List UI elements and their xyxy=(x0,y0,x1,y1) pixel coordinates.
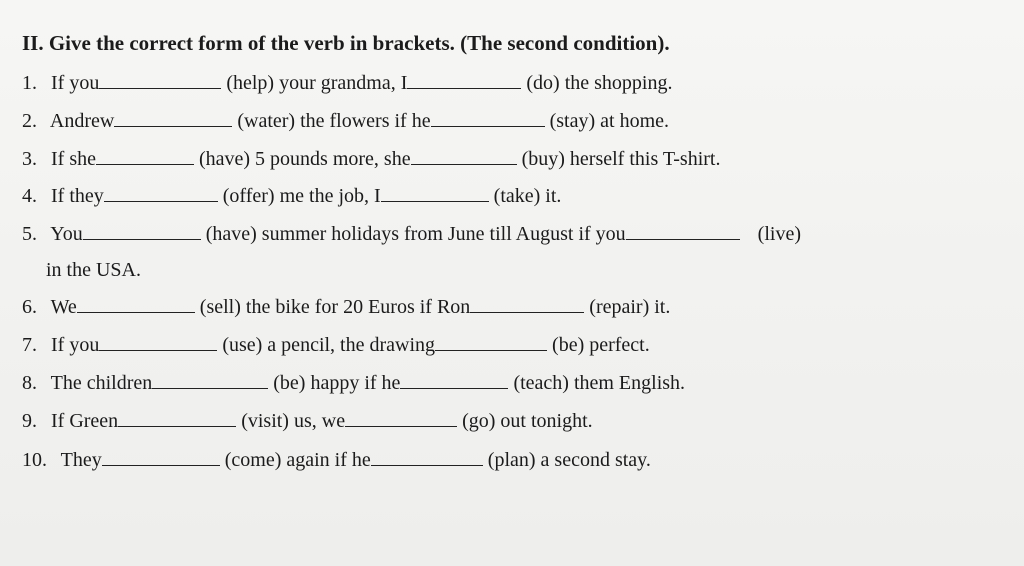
exercise-item-6 xyxy=(22,295,670,319)
answer-blank-1[interactable] xyxy=(77,296,195,313)
answer-blank-1[interactable] xyxy=(99,72,221,89)
item-number: 3. xyxy=(22,148,37,170)
item-text-middle: (use) a pencil, the drawing xyxy=(222,334,436,356)
item-text-start: If they xyxy=(51,185,104,207)
answer-blank-2[interactable] xyxy=(411,148,517,165)
item-text-start: If she xyxy=(51,148,96,170)
item-number: 6. xyxy=(22,296,37,318)
item-number: 1. xyxy=(22,72,37,94)
item-text-end: (go) out tonight. xyxy=(462,410,593,432)
item-text-start: The children xyxy=(50,372,153,394)
exercise-item-3 xyxy=(22,147,720,171)
item-text-start: They xyxy=(60,449,102,471)
item-text-middle: (offer) me the job, I xyxy=(222,185,381,207)
item-text-end: (buy) herself this T-shirt. xyxy=(521,148,721,170)
answer-blank-1[interactable] xyxy=(118,410,236,427)
item-text-end: (take) it. xyxy=(493,185,562,207)
answer-blank-1[interactable] xyxy=(114,110,232,127)
answer-blank-2[interactable] xyxy=(345,410,457,427)
answer-blank-1[interactable] xyxy=(96,148,194,165)
item-text-end: (stay) at home. xyxy=(549,110,669,132)
item-text-middle: (come) again if he xyxy=(224,449,371,471)
answer-blank-1[interactable] xyxy=(99,334,217,351)
item-text-end: (be) perfect. xyxy=(552,334,650,356)
answer-blank-1[interactable] xyxy=(102,449,220,466)
item-text-middle: (sell) the bike for 20 Euros if Ron xyxy=(199,296,471,318)
item-text-start: Andrew xyxy=(49,110,115,132)
exercise-item-10 xyxy=(22,448,651,472)
answer-blank-2[interactable] xyxy=(470,296,584,313)
answer-blank-1[interactable] xyxy=(104,185,218,202)
item-number: 5. xyxy=(22,223,37,245)
item-text-end: (do) the shopping. xyxy=(526,72,673,94)
item-text-start: You xyxy=(50,223,83,245)
item-text-start: If you xyxy=(51,334,100,356)
item-text-middle: (water) the flowers if he xyxy=(237,110,431,132)
answer-blank-2[interactable] xyxy=(407,72,521,89)
item-text-end: (repair) it. xyxy=(589,296,671,318)
exercise-item-5 xyxy=(22,222,801,246)
item-text-middle: (help) your grandma, I xyxy=(226,72,408,94)
item-text-start: If you xyxy=(51,72,100,94)
exercise-item-1 xyxy=(22,71,672,95)
answer-blank-2[interactable] xyxy=(435,334,547,351)
item-text-middle: (have) 5 pounds more, she xyxy=(198,148,411,170)
item-number: 2. xyxy=(22,110,37,132)
answer-blank-1[interactable] xyxy=(152,372,268,389)
item-text-middle: (have) summer holidays from June till August if you xyxy=(205,223,626,245)
answer-blank-2[interactable] xyxy=(431,110,545,127)
exercise-item-5-continuation: in the USA. xyxy=(46,259,141,281)
answer-blank-2[interactable] xyxy=(371,449,483,466)
item-number: 4. xyxy=(22,185,37,207)
item-number: 7. xyxy=(22,334,37,356)
item-text-start: We xyxy=(50,296,77,318)
item-text-end: (live) xyxy=(757,223,801,245)
item-text-end: (teach) them English. xyxy=(513,372,686,394)
exercise-item-7 xyxy=(22,333,650,357)
answer-blank-2[interactable] xyxy=(400,372,508,389)
exercise-title: II. Give the correct form of the verb in brackets. (The second condition). xyxy=(22,31,670,55)
item-text-start: If Green xyxy=(51,410,119,432)
item-number: 9. xyxy=(22,410,37,432)
item-text-middle: (visit) us, we xyxy=(241,410,346,432)
answer-blank-1[interactable] xyxy=(83,223,201,240)
item-number: 10. xyxy=(22,449,47,471)
answer-blank-2[interactable] xyxy=(381,185,489,202)
exercise-item-8 xyxy=(22,371,685,395)
exercise-item-2 xyxy=(22,109,669,133)
exercise-item-4 xyxy=(22,184,561,208)
exercise-item-9 xyxy=(22,409,593,433)
item-text-middle: (be) happy if he xyxy=(273,372,401,394)
answer-blank-2[interactable] xyxy=(626,223,740,240)
item-text-end: (plan) a second stay. xyxy=(487,449,651,471)
item-number: 8. xyxy=(22,372,37,394)
